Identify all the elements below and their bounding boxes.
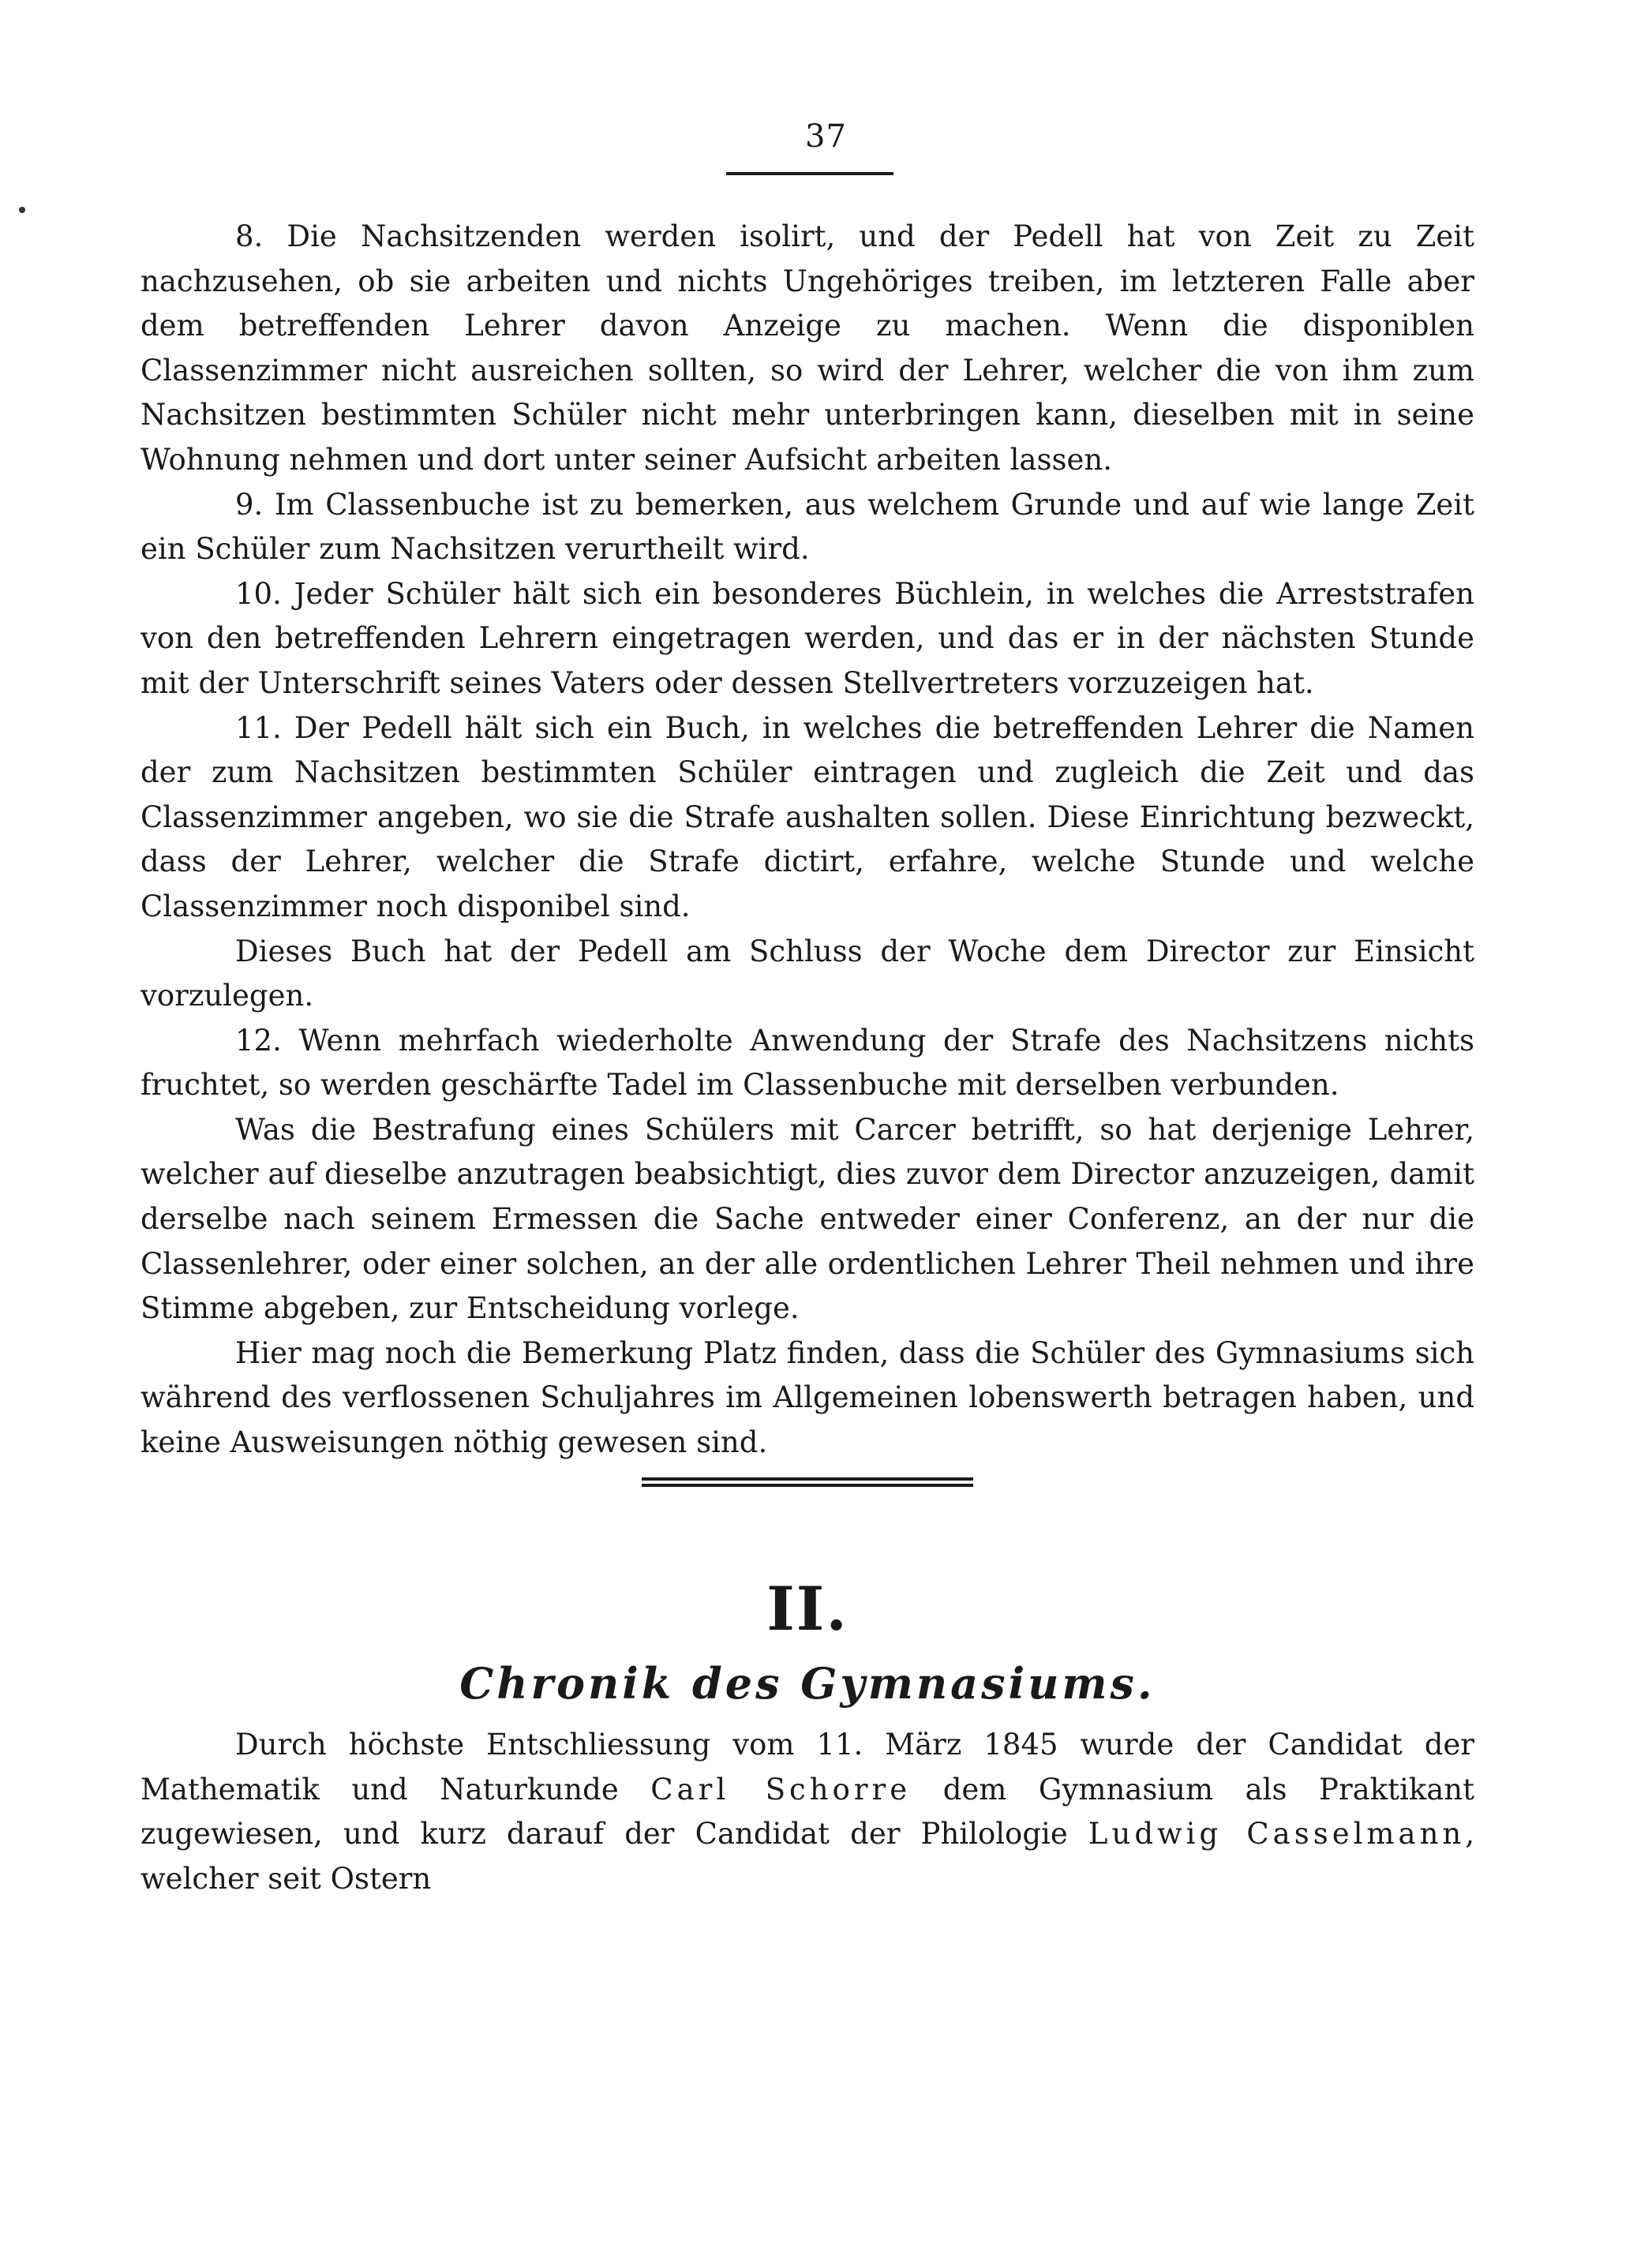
- paragraph-rule-12: 12. Wenn mehrfach wiederholte Anwendung der Strafe des Nachsitzens nichts fruchtet, so werden geschärfte Tadel im Classenbuche mit derselben verbunden.: [140, 1023, 1474, 1103]
- paragraph-carcer: Was die Bestrafung eines Schülers mit Carcer betrifft, so hat derjenige Lehrer, welcher auf dieselbe anzutragen beabsichtigt, dies zuvor dem Director anzuzeigen, damit derselbe nach seinem Ermessen die Sache entweder einer Conferenz, an der nur die Classenlehrer, oder einer solchen, an der alle ordentlichen Lehrer Theil nehmen und ihre Stimme abgeben, zur Entscheidung vorlege.: [140, 1112, 1474, 1326]
- chronik-text-part-2: dem Gymnasium als Praktikant zugewiesen, und kurz darauf der Candidat der Philologie: [140, 1772, 1474, 1852]
- paragraph-rule-11: 11. Der Pedell hält sich ein Buch, in welches die betreffenden Lehrer die Namen der zum Nachsitzen bestimmten Schüler eintragen und zugleich die Zeit und das Classenzimmer angeben, wo sie die Strafe aushalten sollen. Diese Einrichtung bezweckt, dass der Lehrer, welcher die Strafe dictirt, erfahre, welche Stunde und welche Classenzimmer noch disponibel sind.: [140, 710, 1474, 923]
- chronik-text-part-3: , welcher seit Ostern: [140, 1817, 1474, 1896]
- section-numeral: II.: [766, 1574, 848, 1644]
- person-name-casselmann: Ludwig Casselmann: [1088, 1817, 1466, 1852]
- paragraph-rule-10: 10. Jeder Schüler hält sich ein besonderes Büchlein, in welches die Arreststrafen von den betreffenden Lehrern eingetragen werden, und das er in der nächsten Stunde mit der Unterschrift seines Vaters oder dessen Stellvertreters vorzuzeigen hat.: [140, 576, 1474, 700]
- page-number-underline: [726, 172, 893, 175]
- paragraph-rule-8: 8. Die Nachsitzenden werden isolirt, und der Pedell hat von Zeit zu Zeit nachzusehen, ob sie arbeiten und nichts Ungehöriges treiben, im letzteren Falle aber dem betreffenden Lehrer davon Anzeige zu machen. Wenn die disponiblen Classenzimmer nicht ausreichen sollten, so wird der Lehrer, welcher die von ihm zum Nachsitzen bestimmten Schüler nicht mehr unterbringen kann, dieselben mit in seine Wohnung nehmen und dort unter seiner Aufsicht arbeiten lassen.: [140, 219, 1474, 477]
- chronik-text-part-1: Durch höchste Entschliessung vom 11. März 1845 wurde der Candidat der Mathematik und Naturkunde: [140, 1728, 1474, 1807]
- section-chronik: [140, 1477, 1474, 1901]
- margin-dot: [19, 207, 25, 213]
- section-divider: [642, 1477, 973, 1487]
- rules-text-block: [140, 215, 1474, 1466]
- chronik-paragraph: [140, 1723, 1474, 1901]
- person-name-schorre: Carl Schorre: [650, 1772, 912, 1807]
- section-title: Chronik des Gymnasiums.: [459, 1658, 1156, 1709]
- paragraph-rule-11-continued: Dieses Buch hat der Pedell am Schluss der Woche dem Director zur Einsicht vorzulegen.: [140, 934, 1474, 1013]
- page-number: 37: [805, 118, 847, 155]
- paragraph-rule-9: 9. Im Classenbuche ist zu bemerken, aus welchem Grunde und auf wie lange Zeit ein Schüler zum Nachsitzen verurtheilt wird.: [140, 487, 1474, 567]
- paragraph-conduct-remark: Hier mag noch die Bemerkung Platz finden, dass die Schüler des Gymnasiums sich während des verflossenen Schuljahres im Allgemeinen lobenswerth betragen haben, und keine Ausweisungen nöthig gewesen sind.: [140, 1335, 1474, 1460]
